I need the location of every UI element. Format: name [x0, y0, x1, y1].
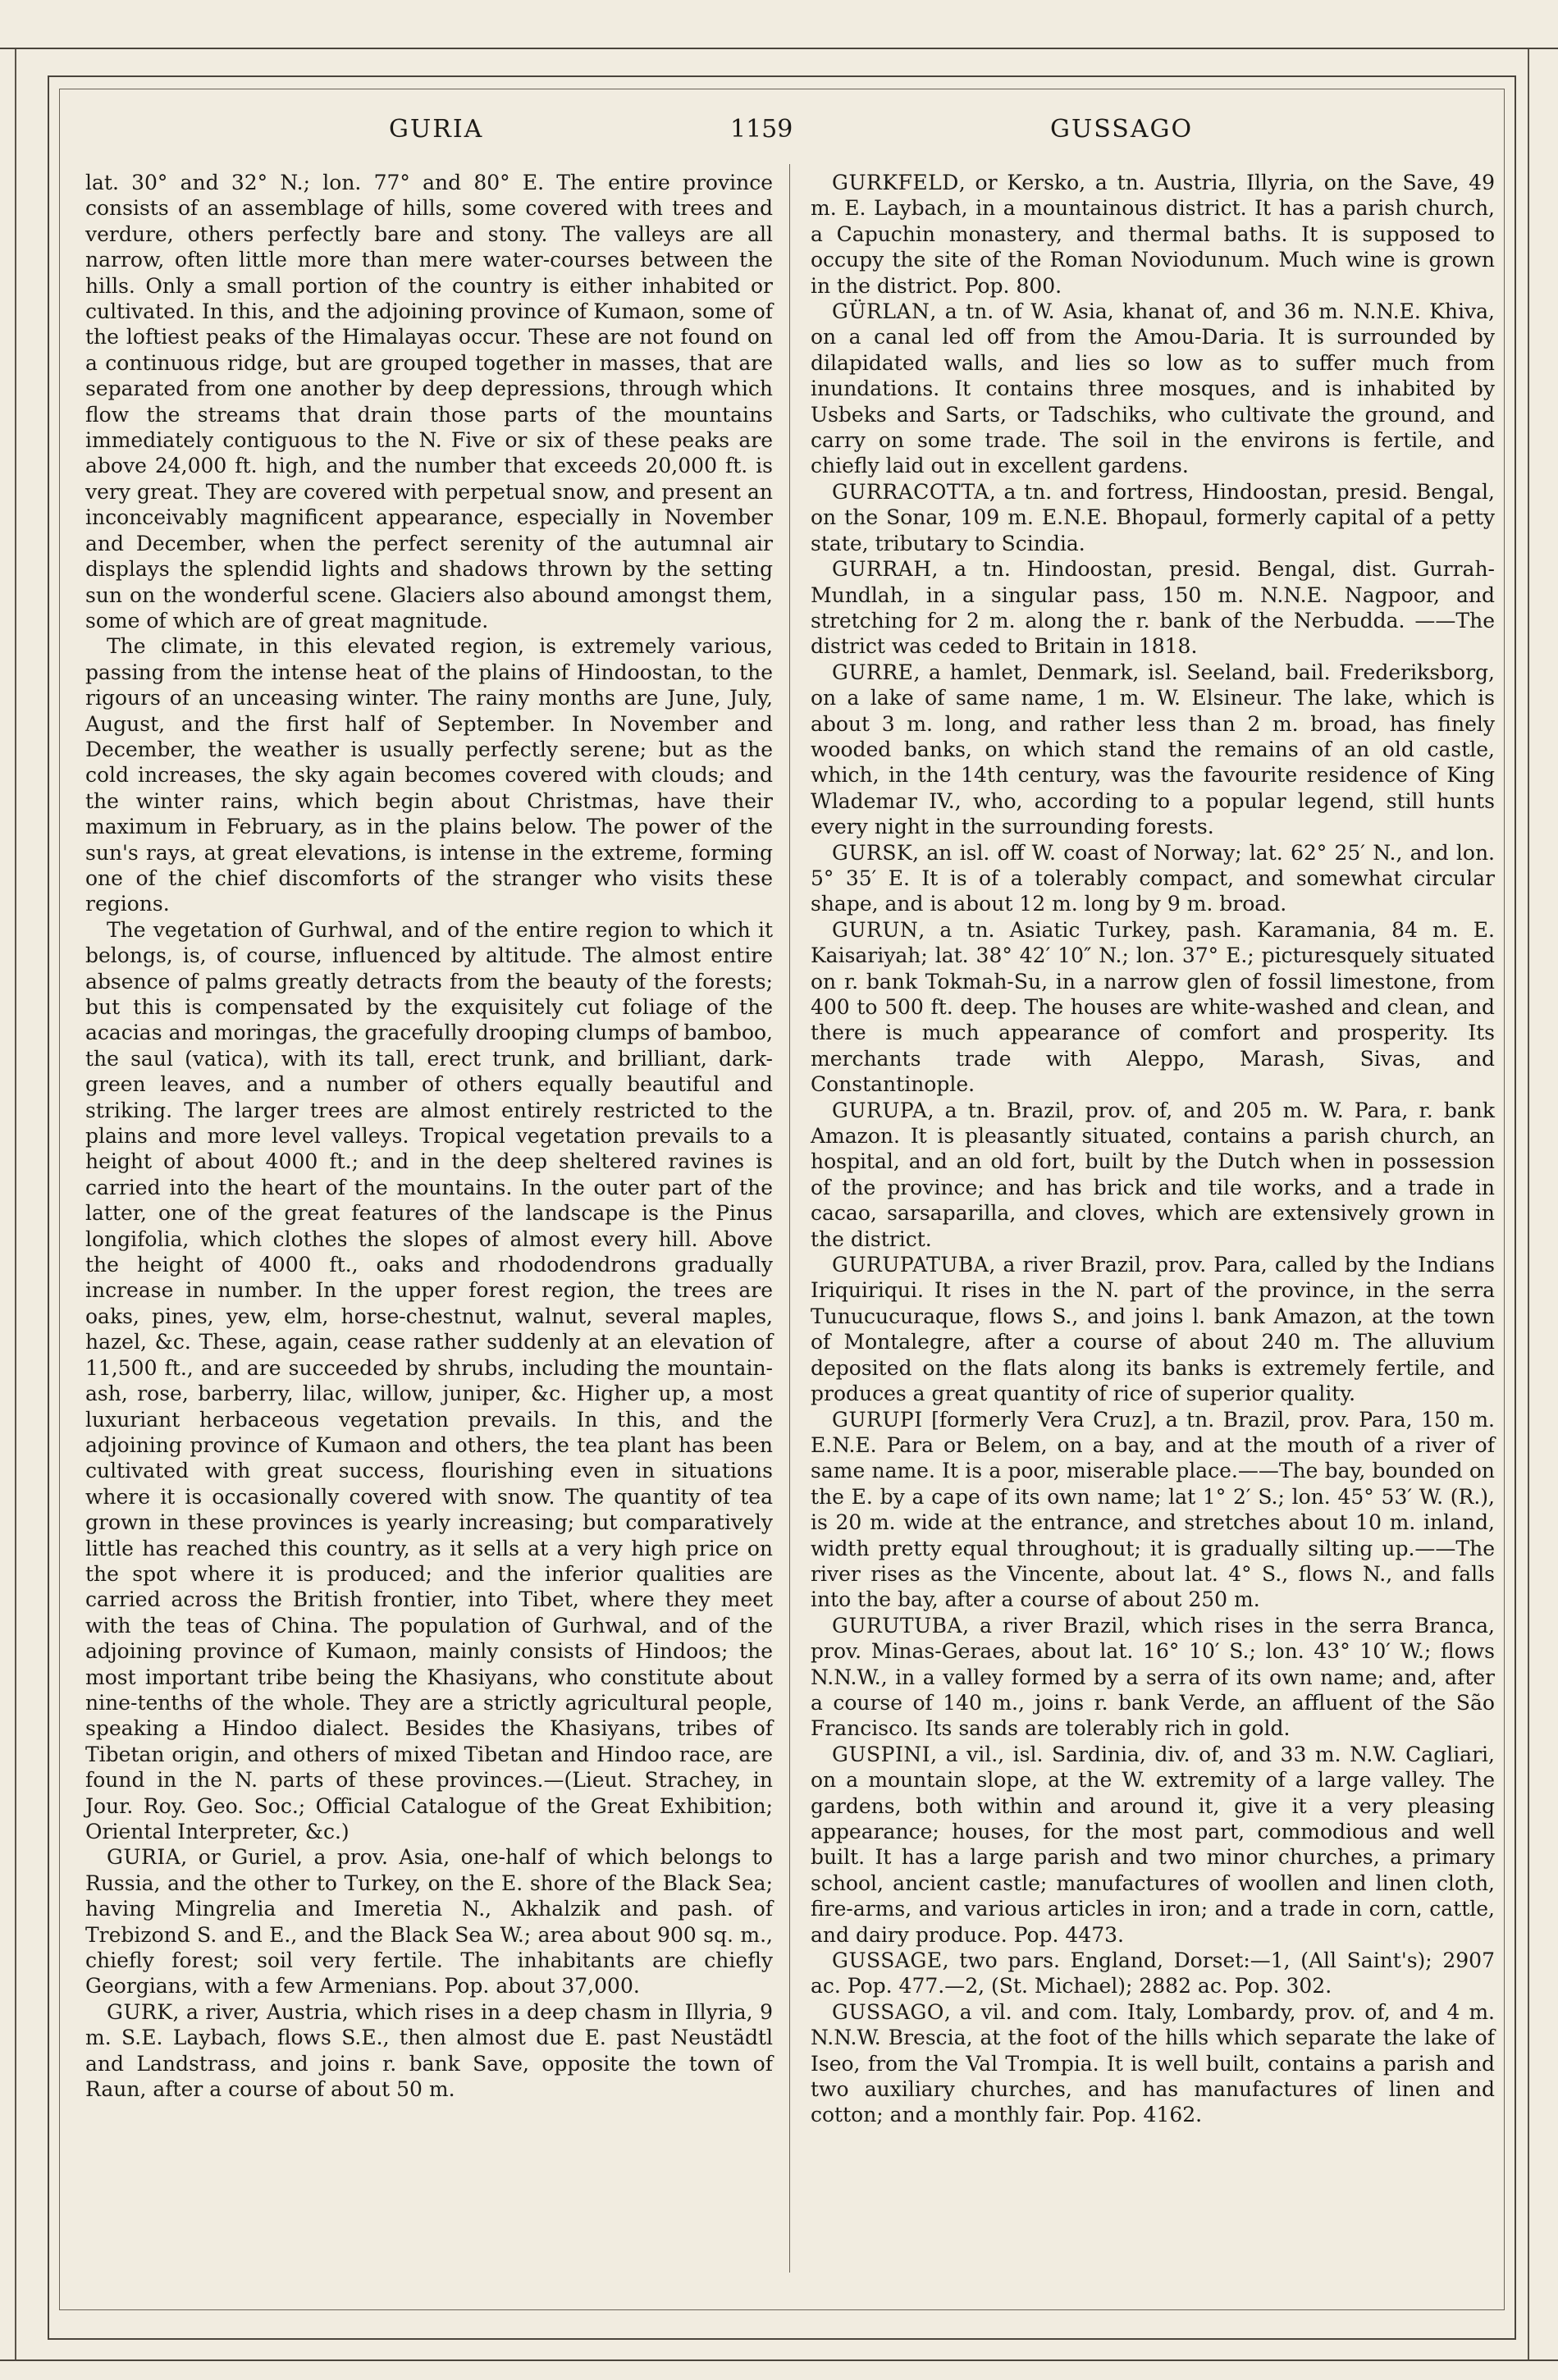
entry-paragraph: [811, 1613, 1495, 1742]
entry-text: , a vil. and com. Italy, Lombardy, prov. of, and 4 m. N.N.W. Brescia, at the foot of the hills which separate the lake of Iseo, from the Val Trompia. It is well built, contains a parish and two auxiliary churches, and has manufactures of linen and cotton; and a monthly fair. Pop. 4162.: [811, 1999, 1495, 2127]
entry-paragraph: [811, 556, 1495, 660]
entry-headword: GÜRLAN: [832, 299, 930, 324]
entry-paragraph: [85, 1999, 773, 2103]
entry-text: , a vil., isl. Sardinia, div. of, and 33 m. N.W. Cagliari, on a mountain slope, at the W. extremity of a large valley. The gardens, both within and around it, give it a very pleasing appearance; houses, for the most part, commodious and well built. It has a large parish and two minor churches, a primary school, ancient castle; manufactures of woollen and linen cloth, fire-arms, and various articles in iron; and a trade in corn, cattle, and dairy produce. Pop. 4473.: [811, 1742, 1495, 1947]
entry-headword: GURUPI: [832, 1407, 923, 1432]
top-rule: [0, 48, 1558, 49]
entry-paragraph: [85, 917, 773, 1845]
entry-text: , a river Brazil, prov. Para, called by the Indians Iriquiriqui. It rises in the N. part of the province, in the serra Tunucucuraque, flows S., and joins l. bank Amazon, at the town of Montalegre, after a course of about 240 m. The alluvium deposited on the flats along its banks is extremely fertile, and produces a great quantity of rice of superior quality.: [811, 1253, 1495, 1406]
entry-paragraph: [811, 1742, 1495, 1948]
entry-paragraph: [811, 1948, 1495, 1999]
entry-paragraph: [811, 660, 1495, 840]
header-right-word: GUSSAGO: [1050, 115, 1194, 144]
running-header: [85, 107, 1480, 156]
entry-text: , a tn. Asiatic Turkey, pash. Karamania, 84 m. E. Kaisariyah; lat. 38° 42′ 10″ N.; lon. 37° E.; picturesquely situated on r. bank Tokmah-Su, in a narrow glen of fossil limestone, from 400 to 500 ft. deep. The houses are white-washed and clean, and there is much appearance of comfort and prosperity. Its merchants trade with Aleppo, Marash, Sivas, and Constantinople.: [811, 917, 1495, 1097]
column-divider: [789, 164, 790, 2273]
entry-text: [formerly Vera Cruz], a tn. Brazil, prov. Para, 150 m. E.N.E. Para or Belem, on a bay, and at the mouth of a river of same name. It is a poor, miserable place.——The bay, bounded on the E. by a cape of its own name; lat 1° 2′ S.; lon. 45° 53′ W. (R.), is 20 m. wide at the entrance, and stretches about 10 m. inland, width pretty equal throughout; it is gradually silting up.——The river rises as the Vincente, about lat. 4° S., flows N., and falls into the bay, after a course of about 250 m.: [811, 1407, 1495, 1612]
entry-paragraph: [811, 1407, 1495, 1613]
entry-headword: GURRACOTTA: [832, 479, 989, 504]
entry-headword: GURSK: [832, 840, 913, 865]
header-left-word: GURIA: [389, 115, 484, 144]
right-column: [811, 170, 1495, 2128]
entry-paragraph: [811, 840, 1495, 917]
entry-paragraph: [811, 299, 1495, 479]
entry-text: , a tn. Brazil, prov. of, and 205 m. W. Para, r. bank Amazon. It is pleasantly situated, contains a parish church, an hospital, and an old fort, built by the Dutch when in possession of the province; and has brick and tile works, and a trade in cacao, sarsaparilla, and cloves, which are extensively grown in the district.: [811, 1098, 1495, 1251]
entry-paragraph: [85, 633, 773, 916]
entry-headword: GURUPATUBA: [832, 1253, 989, 1277]
entry-headword: GURRAH: [832, 557, 932, 582]
entry-paragraph: [811, 1999, 1495, 2128]
right-edge-rule: [1528, 49, 1529, 2359]
left-edge-rule: [15, 49, 16, 2359]
entry-headword: GURUTUBA: [832, 1613, 963, 1638]
entry-paragraph: [811, 917, 1495, 1098]
entry-text: , two pars. England, Dorset:—1, (All Saint's); 2907 ac. Pop. 477.—2, (St. Michael); 2882 ac. Pop. 302.: [811, 1948, 1495, 1999]
page-number: 1159: [730, 115, 793, 144]
entry-paragraph: [811, 1252, 1495, 1406]
entry-text: , a river, Austria, which rises in a deep chasm in Illyria, 9 m. S.E. Laybach, flows S.E., then almost due E. past Neustädtl and Landstrass, and joins r. bank Save, opposite the town of Raun, after a course of about 50 m.: [85, 1999, 773, 2102]
entry-text: , a hamlet, Denmark, isl. Seeland, bail. Frederiksborg, on a lake of same name, 1 m. W. Elsineur. The lake, which is about 3 m. long, and rather less than 2 m. broad, has finely wooded banks, on which stand the remains of an old castle, which, in the 14th century, was the favourite residence of King Wlademar IV., who, according to a popular legend, still hunts every night in the surrounding forests.: [811, 660, 1495, 839]
entry-headword: GURIA: [107, 1845, 181, 1870]
bottom-rule: [0, 2359, 1558, 2361]
entry-text: , or Kersko, a tn. Austria, Illyria, on the Save, 49 m. E. Laybach, in a mountainous district. It has a parish church, a Capuchin monastery, and thermal baths. It is supposed to occupy the site of the Roman Noviodunum. Much wine is grown in the district. Pop. 800.: [811, 171, 1495, 298]
entry-text: , or Guriel, a prov. Asia, one-half of which belongs to Russia, and the other to Turkey, on the E. shore of the Black Sea; having Mingrelia and Imeretia N., Akhalzik and pash. of Trebizond S. and E., and the Black Sea W.; area about 900 sq. m., chiefly forest; soil very fertile. The inhabitants are chiefly Georgians, with a few Armenians. Pop. about 37,000.: [85, 1845, 773, 1999]
entry-text: lat. 30° and 32° N.; lon. 77° and 80° E. The entire province consists of an assemblage of hills, some covered with trees and verdure, others perfectly bare and stony. The valleys are all narrow, often little more than mere water-courses between the hills. Only a small portion of the country is either inhabited or cultivated. In this, and the adjoining province of Kumaon, some of the loftiest peaks of the Himalayas occur. These are not found on a continuous ridge, but are grouped together in masses, that are separated from one another by deep depressions, through which flow the streams that drain those parts of the mountains immediately contiguous to the N. Five or six of these peaks are above 24,000 ft. high, and the number that exceeds 20,000 ft. is very great. They are covered with perpetual snow, and present an inconceivably magnificent appearance, especially in November and December, when the perfect serenity of the autumnal air displays the splendid lights and shadows thrown by the setting sun on the wonderful scene. Glaciers also abound amongst them, some of which are of great magnitude.: [85, 171, 773, 633]
entry-text: , a tn. of W. Asia, khanat of, and 36 m. N.N.E. Khiva, on a canal led off from the Amou-Daria. It is surrounded by dilapidated walls, and lies so low as to suffer much from inundations. It contains three mosques, and is inhabited by Usbeks and Sarts, or Tadschiks, who cultivate the ground, and carry on some trade. The soil in the environs is fertile, and chiefly laid out in excellent gardens.: [811, 299, 1495, 478]
entry-headword: GURUN: [832, 917, 919, 942]
entry-headword: GURUPA: [832, 1098, 928, 1122]
entry-text: , an isl. off W. coast of Norway; lat. 62° 25′ N., and lon. 5° 35′ E. It is of a tolerably compact, and somewhat circular shape, and is about 12 m. long by 9 m. broad.: [811, 840, 1495, 916]
entry-paragraph: [811, 479, 1495, 556]
entry-paragraph: [85, 1844, 773, 1999]
entry-headword: GURK: [107, 1999, 173, 2024]
entry-headword: GUSSAGE: [832, 1948, 943, 1973]
entry-text: , a tn. Hindoostan, presid. Bengal, dist. Gurrah-Mundlah, in a singular pass, 150 m. N.N.E. Nagpoor, and stretching for 2 m. along the r. bank of the Nerbudda. ——The district was ceded to Britain in 1818.: [811, 557, 1495, 659]
entry-headword: GURRE: [832, 660, 914, 684]
entry-paragraph: [85, 170, 773, 633]
entry-text: , a river Brazil, which rises in the serra Branca, prov. Minas-Geraes, about lat. 16° 10′ S.; lon. 43° 10′ W.; flows N.N.W., in a valley formed by a serra of its own name; and, after a course of 140 m., joins r. bank Verde, an affluent of the São Francisco. Its sands are tolerably rich in gold.: [811, 1613, 1495, 1741]
entry-text: The vegetation of Gurhwal, and of the entire region to which it belongs, is, of course, influenced by altitude. The almost entire absence of palms greatly detracts from the beauty of the forests; but this is compensated by the exquisitely cut foliage of the acacias and moringas, the gracefully drooping clumps of bamboo, the saul (vatica), with its tall, erect trunk, and brilliant, dark-green leaves, and a number of others equally beautiful and striking. The larger trees are almost entirely restricted to the plains and more level valleys. Tropical vegetation prevails to a height of about 4000 ft.; and in the deep sheltered ravines is carried into the heart of the mountains. In the outer part of the latter, one of the great features of the landscape is the Pinus longifolia, which clothes the slopes of almost every hill. Above the height of 4000 ft., oaks and rhododendrons gradually increase in number. In the upper forest region, the trees are oaks, pines, yew, elm, horse-chestnut, walnut, several maples, hazel, &c. These, again, cease rather suddenly at an elevation of 11,500 ft., and are succeeded by shrubs, including the mountain-ash, rose, barberry, lilac, willow, juniper, &c. Higher up, a most luxuriant herbaceous vegetation prevails. In this, and the adjoining province of Kumaon and others, the tea plant has been cultivated with great success, flourishing even in situations where it is occasionally covered with snow. The quantity of tea grown in these provinces is yearly increasing; but comparatively little has reached this country, as it sells at a very high price on the spot where it is produced; and the inferior qualities are carried across the British frontier, into Tibet, where they meet with the teas of China. The population of Gurhwal, and of the adjoining province of Kumaon, mainly consists of Hindoos; the most important tribe being the Khasiyans, who constitute about nine-tenths of the whole. They are a strictly agricultural people, speaking a Hindoo dialect. Besides the Khasiyans, tribes of Tibetan origin, and others of mixed Tibetan and Hindoo race, are found in the N. parts of these provinces.—(Lieut. Strachey, in Jour. Roy. Geo. Soc.; Official Catalogue of the Great Exhibition; Oriental Interpreter, &c.): [85, 917, 773, 1843]
entry-paragraph: [811, 170, 1495, 299]
entry-text: The climate, in this elevated region, is extremely various, passing from the intense heat of the plains of Hindoostan, to the rigours of an unceasing winter. The rainy months are June, July, August, and the first half of September. In November and December, the weather is usually perfectly serene; but as the cold increases, the sky again becomes covered with clouds; and the winter rains, which begin about Christmas, have their maximum in February, as in the plains below. The power of the sun's rays, at great elevations, is intense in the extreme, forming one of the chief discomforts of the stranger who visits these regions.: [85, 634, 773, 916]
left-column: [85, 170, 773, 2102]
entry-paragraph: [811, 1098, 1495, 1252]
entry-text: , a tn. and fortress, Hindoostan, presid. Bengal, on the Sonar, 109 m. E.N.E. Bhopaul, formerly capital of a petty state, tributary to Scindia.: [811, 479, 1495, 555]
entry-headword: GUSSAGO: [832, 1999, 944, 2024]
entry-headword: GURKFELD: [832, 171, 959, 194]
entry-headword: GUSPINI: [832, 1742, 931, 1766]
